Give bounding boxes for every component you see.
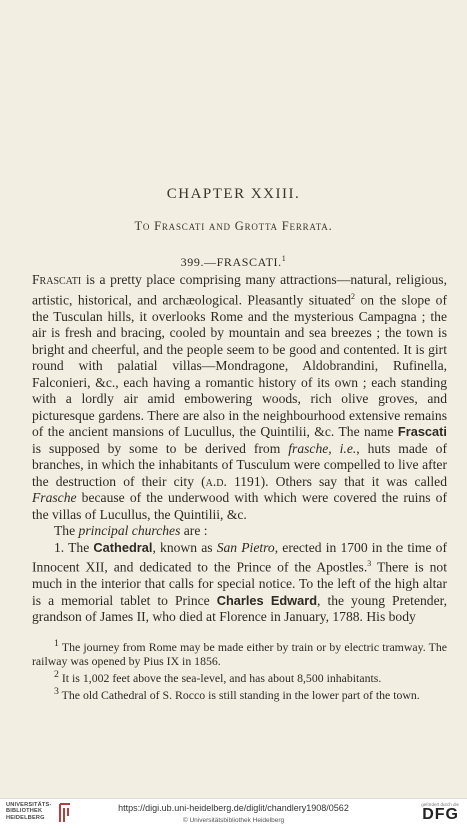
text-run: on the slope of the Tusculan hills, it overlooks Rome and the mysterious Campagna ; the air is fresh and bracing, cooled by mountain and sea breezes ; the town is bright and cheerful, and the people seem to be good and contented. It is girt round with palatial villas—Mondragone, Aldobrandini, Rufinella, Falconieri, &c., each having a romantic history of its own ; each standing with a lordly air amid embowering woods, rich olive groves, and picturesque gardens. There are also in the neighbourhood extensive remains of the ancient mansions of Lucullus, the Quintilii, &c. The name	[32, 292, 447, 440]
permalink[interactable]: https://digi.ub.uni-heidelberg.de/diglit/chandlery1908/0562	[118, 803, 349, 813]
footnote-text: The journey from Rome may be made either by train or by electric tramway. The railway was opened by Pius IX in 1856.	[32, 639, 447, 669]
italic-term: frasche, i.e.	[288, 440, 357, 456]
footnote-ref: 1	[281, 254, 287, 263]
text-run: , the young Pretender, grandson of James II, who died at Florence in January, 1788. His body	[32, 592, 447, 625]
italic-term: principal churches	[78, 523, 181, 539]
footnote-number: 3	[54, 686, 59, 698]
footnotes	[32, 637, 447, 703]
bold-term: Frascati	[397, 424, 447, 440]
funder-caption: gefördert durch die	[421, 802, 459, 807]
funder-logo[interactable]	[421, 802, 459, 823]
library-name-line: BIBLIOTHEK	[6, 808, 43, 815]
bold-term: Charles Edward	[216, 592, 318, 608]
copyright-notice: © Universitätsbibliothek Heidelberg	[182, 817, 285, 824]
body-text	[32, 272, 447, 626]
footnote	[32, 685, 447, 702]
text-run: 1. The	[54, 539, 94, 555]
paragraph	[32, 272, 447, 523]
footnote-text: The old Cathedral of S. Rocco is still standing in the lower part of the town.	[58, 688, 420, 703]
paragraph	[32, 523, 447, 540]
chapter-heading: CHAPTER XXIII.	[166, 186, 301, 202]
footnote-ref: 3	[367, 559, 372, 569]
small-caps-term: a.d.	[205, 473, 227, 489]
section-title: 399.—FRASCATI.	[180, 255, 282, 269]
text-run: 1191). Others say that it was called	[226, 473, 447, 489]
library-name-line: HEIDELBERG	[6, 814, 45, 821]
section-heading	[0, 254, 467, 270]
text-run: is a pretty place comprising many attractions—natural, religious, artistic, historical, and archæological. Pleasantly situated	[32, 272, 447, 308]
text-run: , huts made of branches, in which the inhabitants of Tusculum were compelled to live after the destruction of their city (	[32, 440, 447, 489]
library-name-line: UNIVERSITÄTS-	[6, 802, 52, 808]
text-run: is supposed by some to be derived from	[32, 440, 289, 456]
chapter-subtitle: To Frascati and Grotta Ferrata.	[134, 219, 333, 233]
dfg-logo: DFG	[422, 806, 459, 823]
bold-term: Cathedral	[93, 539, 153, 555]
text-run: There is not much in the interior that calls for special notice. To the left of the high altar is a memorial tablet to Prince	[32, 559, 447, 608]
text-run: The	[54, 523, 79, 539]
footnote	[32, 668, 447, 685]
viewer-footer	[0, 798, 467, 830]
text-run: are :	[180, 523, 208, 539]
footnote-text: It is 1,002 feet above the sea-level, and has about 8,500 inhabitants.	[58, 671, 382, 686]
text-run: , known as	[152, 539, 217, 555]
footnote	[32, 637, 447, 668]
italic-term: Frasche	[32, 490, 77, 506]
footnote-number: 1	[54, 638, 59, 649]
lead-word: Frascati	[32, 272, 82, 287]
italic-term: San Pietro	[216, 539, 275, 555]
footnote-number: 2	[54, 669, 59, 681]
footnote-ref: 2	[351, 291, 356, 301]
text-run: because of the underwood with which were covered the ruins of the villas of Lucullus, the Quintilii, &c.	[32, 490, 447, 522]
paragraph	[32, 540, 447, 626]
text-run: , erected in 1700 in the time of Innocent XII, and dedicated to the Prince of the Apostles.	[32, 539, 447, 575]
